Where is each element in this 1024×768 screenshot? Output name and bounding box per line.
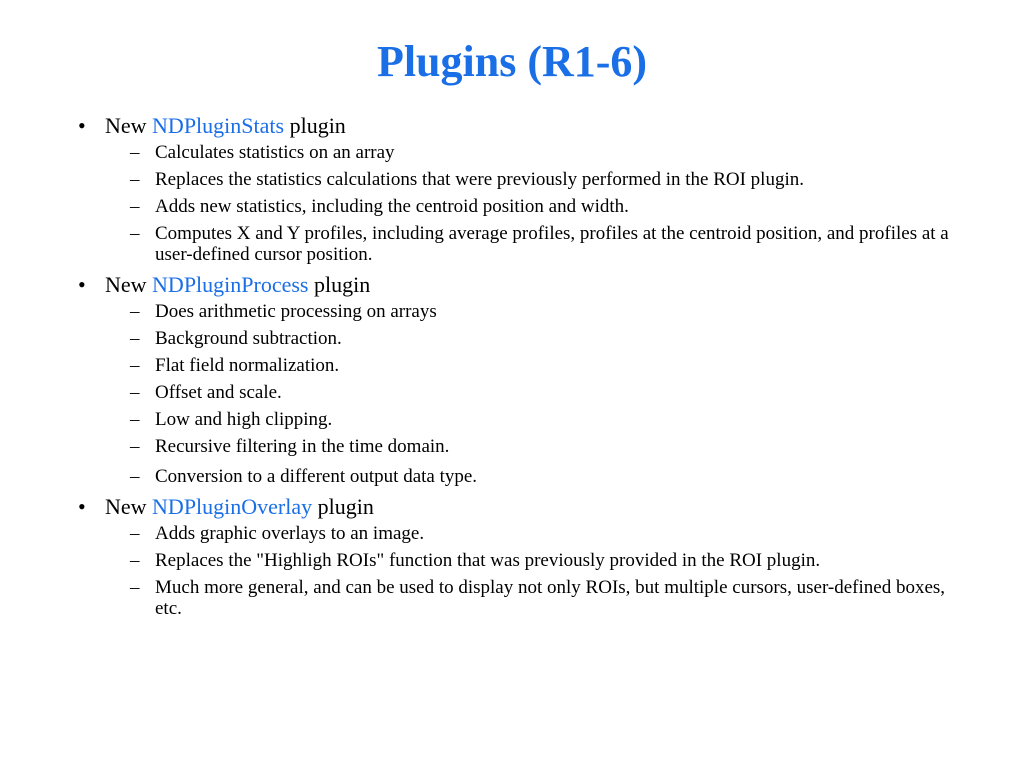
sub-item: [78, 409, 955, 430]
dash-marker: –: [130, 436, 140, 457]
sub-item: [78, 550, 955, 571]
sub-item-text: Low and high clipping.: [155, 409, 333, 430]
dash-marker: –: [130, 382, 140, 403]
sub-item-text: Recursive filtering in the time domain.: [155, 436, 450, 457]
bullet-suffix: plugin: [284, 113, 346, 138]
dash-marker: –: [130, 466, 140, 487]
sub-list: [78, 301, 958, 487]
sub-item: [78, 196, 955, 217]
sub-item-text: Replaces the "Highligh ROIs" function that was previously provided in the ROI plugin.: [155, 550, 821, 571]
sub-item: [78, 301, 955, 322]
sub-item: [78, 466, 955, 487]
bullet-dot: •: [78, 272, 86, 297]
sub-item-text: Computes X and Y profiles, including average profiles, profiles at the centroid position, and profiles at a user-defined cursor position.: [155, 223, 949, 265]
dash-marker: –: [130, 409, 140, 430]
sub-item: [78, 328, 955, 349]
dash-marker: –: [130, 328, 140, 349]
bullet-prefix: New: [105, 113, 153, 138]
sub-item-text: Adds graphic overlays to an image.: [155, 523, 425, 544]
plugin-name: NDPluginOverlay: [152, 494, 313, 519]
sub-item-text: Offset and scale.: [155, 382, 282, 403]
sub-item: [78, 223, 955, 265]
bullet-prefix: New: [105, 494, 153, 519]
sub-item: [78, 382, 955, 403]
dash-marker: –: [130, 169, 140, 190]
sub-item-text: Conversion to a different output data type.: [155, 466, 478, 487]
dash-marker: –: [130, 355, 140, 376]
sub-item: [78, 142, 955, 163]
dash-marker: –: [130, 523, 140, 544]
dash-marker: –: [130, 301, 140, 322]
sub-item: [78, 523, 955, 544]
sub-list: [78, 523, 958, 619]
bullet-prefix: New: [105, 272, 153, 297]
sub-list: [78, 142, 958, 265]
sub-item: [78, 355, 955, 376]
plugin-name: NDPluginStats: [152, 113, 285, 138]
sub-item: [78, 169, 955, 190]
bullet-ndpluginoverlay: [78, 493, 958, 521]
bullet-dot: •: [78, 494, 86, 519]
bullet-ndpluginprocess: [78, 271, 958, 299]
sub-item-text: Replaces the statistics calculations that were previously performed in the ROI plugin.: [155, 169, 804, 190]
dash-marker: –: [130, 577, 140, 598]
sub-item-text: Background subtraction.: [155, 328, 342, 349]
sub-item-text: Much more general, and can be used to display not only ROIs, but multiple cursors, user-defined boxes, etc.: [155, 577, 946, 619]
sub-item-text: Calculates statistics on an array: [155, 142, 395, 163]
bullet-suffix: plugin: [312, 494, 374, 519]
sub-item: [78, 436, 955, 457]
bullet-suffix: plugin: [308, 272, 371, 297]
bullet-dot: •: [78, 113, 86, 138]
sub-item-text: Adds new statistics, including the centroid position and width.: [155, 196, 629, 217]
slide-title: Plugins (R1-6): [376, 37, 648, 86]
dash-marker: –: [130, 196, 140, 217]
bullet-ndpluginstats: [78, 112, 958, 140]
slide-content: [78, 112, 958, 625]
sub-item-text: Flat field normalization.: [155, 355, 340, 376]
sub-item-text: Does arithmetic processing on arrays: [155, 301, 437, 322]
dash-marker: –: [130, 550, 140, 571]
plugin-name: NDPluginProcess: [152, 272, 309, 297]
sub-item: [78, 577, 955, 619]
dash-marker: –: [130, 223, 140, 244]
dash-marker: –: [130, 142, 140, 163]
